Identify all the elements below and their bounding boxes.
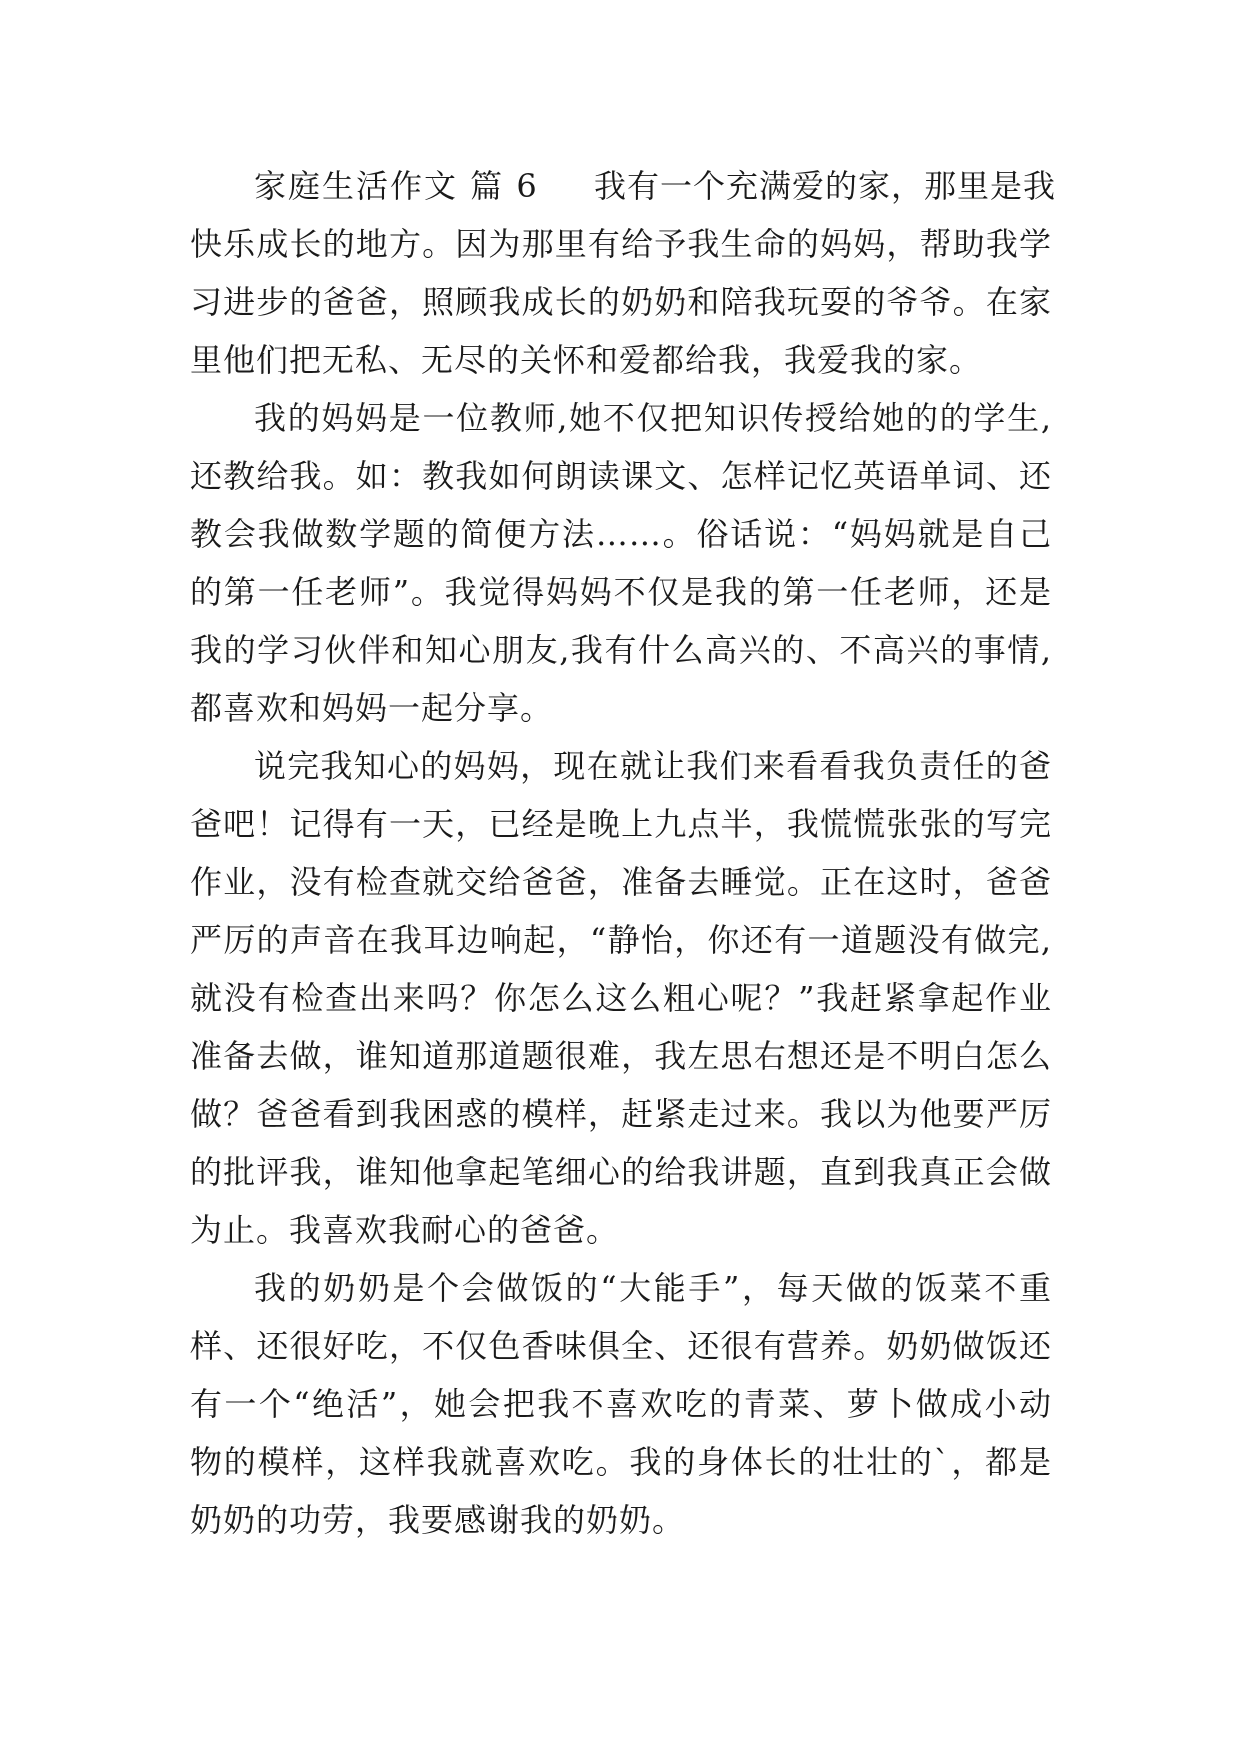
paragraph-2-line-2: 还教给我。如：教我如何朗读课文、怎样记忆英语单词、还	[190, 457, 1052, 495]
paragraph-4-line-4: 物的模样，这样我就喜欢吃。我的身体长的壮壮的`，都是	[190, 1443, 1052, 1481]
paragraph-4-line-5: 奶奶的功劳，我要感谢我的奶奶。	[190, 1501, 686, 1539]
paragraph-1-line-4: 里他们把无私、无尽的关怀和爱都给我，我爱我的家。	[190, 341, 983, 379]
paragraph-3-line-4: 严厉的声音在我耳边响起，“静怡，你还有一道题没有做完,	[190, 921, 1052, 959]
paragraph-3-line-3: 作业，没有检查就交给爸爸，准备去睡觉。正在这时，爸爸	[190, 863, 1052, 901]
paragraph-2-line-5: 我的学习伙伴和知心朋友,我有什么高兴的、不高兴的事情,	[190, 631, 1052, 669]
paragraph-3-line-1: 说完我知心的妈妈，现在就让我们来看看我负责任的爸	[254, 747, 1052, 785]
paragraph-3-line-2: 爸吧！记得有一天，已经是晚上九点半，我慌慌张张的写完	[190, 805, 1052, 843]
paragraph-3-line-5: 就没有检查出来吗？你怎么这么粗心呢？”我赶紧拿起作业	[190, 979, 1052, 1017]
paragraph-3-line-7: 做？爸爸看到我困惑的模样，赶紧走过来。我以为他要严厉	[190, 1095, 1052, 1133]
paragraph-2-line-1: 我的妈妈是一位教师,她不仅把知识传授给她的的学生,	[254, 399, 1052, 437]
heading-line	[254, 160, 1057, 212]
paragraph-1-line-1: 我有一个充满爱的家，那里是我	[594, 167, 1057, 205]
document-title: 家庭生活作文 篇 6	[254, 167, 539, 205]
paragraph-3-line-9: 为止。我喜欢我耐心的爸爸。	[190, 1211, 620, 1249]
paragraph-1-line-2: 快乐成长的地方。因为那里有给予我生命的妈妈，帮助我学	[190, 225, 1052, 263]
paragraph-4-line-3: 有一个“绝活”，她会把我不喜欢吃的青菜、萝卜做成小动	[190, 1385, 1052, 1423]
paragraph-2-line-6: 都喜欢和妈妈一起分享。	[190, 689, 554, 727]
paragraph-4-line-2: 样、还很好吃，不仅色香味俱全、还很有营养。奶奶做饭还	[190, 1327, 1052, 1365]
paragraph-3-line-8: 的批评我，谁知他拿起笔细心的给我讲题，直到我真正会做	[190, 1153, 1052, 1191]
paragraph-3-line-6: 准备去做，谁知道那道题很难，我左思右想还是不明白怎么	[190, 1037, 1052, 1075]
paragraph-2-line-4: 的第一任老师”。我觉得妈妈不仅是我的第一任老师，还是	[190, 573, 1052, 611]
paragraph-4-line-1: 我的奶奶是个会做饭的“大能手”，每天做的饭菜不重	[254, 1269, 1052, 1307]
paragraph-1-line-3: 习进步的爸爸，照顾我成长的奶奶和陪我玩耍的爷爷。在家	[190, 283, 1052, 321]
paragraph-2-line-3: 教会我做数学题的简便方法……。俗话说：“妈妈就是自己	[190, 515, 1052, 553]
